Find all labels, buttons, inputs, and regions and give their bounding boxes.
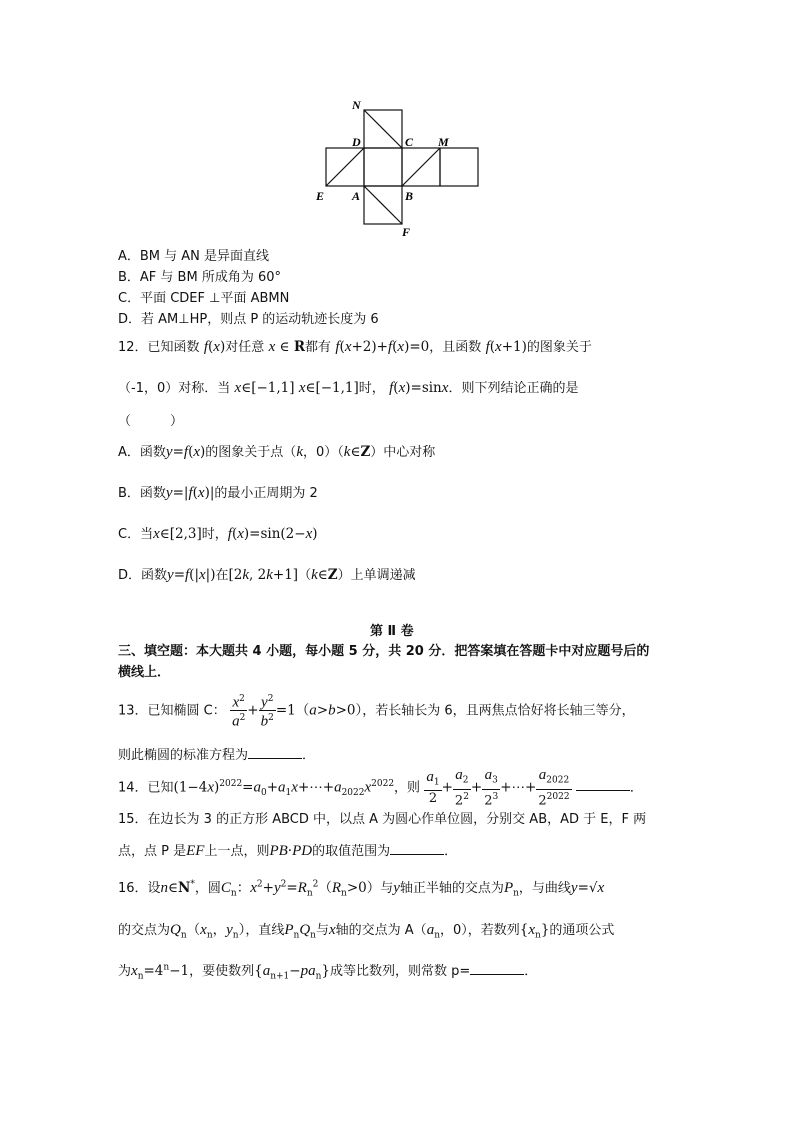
q16-line3: 为$x_n=4^n-1$，要使数列$\{a_{n+1}-pa_n\}$成等比数列，则常数 p= ． <box>118 962 538 982</box>
label-E: E <box>316 189 325 203</box>
answer-blank-16[interactable] <box>470 962 524 975</box>
q12-option-c: C．当x∈[2,3]时，f(x)=sin(2−x) <box>118 526 318 542</box>
cube-net-figure <box>312 96 487 238</box>
label-M: M <box>438 135 449 149</box>
answer-blank-13[interactable] <box>248 746 302 759</box>
label-N: N <box>352 98 361 112</box>
q11-option-a: A．BM 与 AN 是异面直线 <box>118 249 270 264</box>
q12-answer-paren: （ ） <box>118 414 184 429</box>
q12-stem-line2: （-1，0）对称．当 x∈[−1,1] x∈[−1,1]时， f(x)=sinx．则下列结论正确的是 <box>118 380 579 396</box>
q12-stem-line1: 12．已知函数 f(x)对任意 x ∈ R都有 f(x+2)+f(x)=0，且函数 f(x+1)的图象关于 <box>118 339 592 355</box>
label-F: F <box>402 225 411 238</box>
q12-option-d: D．函数y=f(|x|)在[2k, 2k+1]（k∈Z）上单调递减 <box>118 567 416 583</box>
q13-line2: 则此椭圆的标准方程为 ． <box>118 748 316 763</box>
q15-line1: 15．在边长为 3 的正方形 ABCD 中，以点 A 为圆心作单位圆，分别交 AB，AD 于 E，F 两 <box>118 812 647 827</box>
label-D: D <box>352 135 361 149</box>
section-heading-line1: 三、填空题：本大题共 4 小题，每小题 5 分，共 20 分．把答案填在答题卡中对应题号后的 <box>118 644 650 659</box>
label-B: B <box>405 189 414 203</box>
q11-option-c: C．平面 CDEF ⊥平面 ABMN <box>118 291 290 306</box>
answer-blank-14[interactable] <box>576 778 630 791</box>
q12-option-b: B．函数y=|f(x)|的最小正周期为 2 <box>118 485 318 501</box>
answer-blank-15[interactable] <box>390 842 444 855</box>
label-C: C <box>405 135 414 149</box>
section-title: 第 Ⅱ 卷 <box>370 624 414 639</box>
q15-line2: 点，点 P 是EF上一点，则PB·PD的取值范围为 ． <box>118 843 458 859</box>
q13-line1: 13．已知椭圆 C： $\frac{x^2}{a^2}$ + $\frac{y^2}{b^2}$ =1（a>b>0），若长轴长为 6，且两焦点恰好将长轴三等分， <box>118 694 635 730</box>
q11-option-b: B．AF 与 BM 所成角为 60° <box>118 270 281 285</box>
q12-option-a: A．函数y=f(x)的图象关于点（k，0）（k∈Z）中心对称 <box>118 444 436 460</box>
q16-line1: 16．设n∈N*，圆$C_n$：$x^2+y^2=R_n^2(R_n>0)$与y轴正半轴的交点为$P_n$，与曲线y=√x <box>118 879 605 899</box>
q11-option-d: D．若 AM⊥HP，则点 P 的运动轨迹长度为 6 <box>118 312 379 327</box>
label-A: A <box>352 189 361 203</box>
section-heading-line2: 横线上． <box>118 665 171 680</box>
q14-line: 14．已知$(1-4x)^{2022}=a_0+a_1x+\cdots+a_{2022}x^{2022}$，则 $\frac{a_1}{2}$ + $\frac{a_2}{2^2}$ + $\frac{a_3}{2^3}$ +⋯+ $\frac{a_{2022}}{2^{2022}}$ ． <box>118 767 643 808</box>
q16-line2: 的交点为$Q_n(x_n$，$y_n$），直线$P_nQ_n$与x轴的交点为 $A(a_n$，0），若数列$\{x_n\}$的通项公式 <box>118 922 615 941</box>
